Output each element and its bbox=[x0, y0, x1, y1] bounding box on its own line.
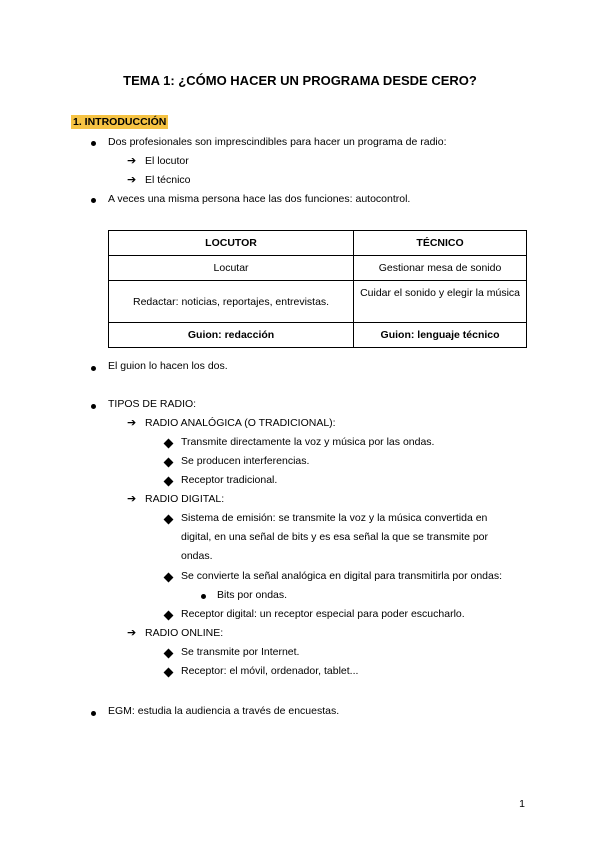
diamond-icon bbox=[164, 668, 174, 678]
bullet-dot-icon bbox=[201, 594, 206, 599]
analogica-item-1: Transmite directamente la voz y música por las ondas. bbox=[181, 436, 435, 448]
page-title: TEMA 1: ¿CÓMO HACER UN PROGRAMA DESDE CERO? bbox=[123, 73, 477, 88]
intro-sub-2: El técnico bbox=[145, 174, 191, 186]
intro-sub-1: El locutor bbox=[145, 155, 189, 167]
online-item-2: Receptor: el móvil, ordenador, tablet... bbox=[181, 665, 359, 677]
bullet-dot-icon bbox=[91, 711, 96, 716]
analogica-item-2: Se producen interferencias. bbox=[181, 455, 310, 467]
bullet-dot-icon bbox=[91, 198, 96, 203]
section-heading: 1. INTRODUCCIÓN bbox=[73, 116, 167, 128]
table-header: TÉCNICO bbox=[354, 231, 527, 256]
diamond-icon bbox=[164, 477, 174, 487]
analogica-label: RADIO ANALÓGICA (O TRADICIONAL): bbox=[145, 417, 336, 429]
table-row bbox=[109, 281, 527, 323]
table-cell: Gestionar mesa de sonido bbox=[354, 256, 527, 281]
diamond-icon bbox=[164, 573, 174, 583]
table-cell: Locutar bbox=[109, 256, 354, 281]
diamond-icon bbox=[164, 458, 174, 468]
bullet-dot-icon bbox=[91, 404, 96, 409]
digital-item-1-line-1: Sistema de emisión: se transmite la voz y la música convertida en bbox=[181, 512, 488, 524]
roles-table bbox=[108, 230, 527, 348]
page-number: 1 bbox=[519, 798, 525, 810]
intro-bullet-2: A veces una misma persona hace las dos funciones: autocontrol. bbox=[108, 193, 411, 205]
digital-item-1-line-2: digital, en una señal de bits y es esa señal la que se transmite por bbox=[181, 531, 489, 543]
diamond-icon bbox=[164, 439, 174, 449]
table-cell: Redactar: noticias, reportajes, entrevistas. bbox=[109, 281, 354, 323]
digital-item-2-sub: Bits por ondas. bbox=[217, 589, 288, 601]
table-cell: Cuidar el sonido y elegir la música bbox=[354, 281, 527, 323]
guion-bullet: El guion lo hacen los dos. bbox=[108, 360, 228, 372]
diamond-icon bbox=[164, 515, 174, 525]
analogica-item-3: Receptor tradicional. bbox=[181, 474, 278, 486]
arrow-right-icon: ➔ bbox=[127, 627, 137, 639]
digital-item-3: Receptor digital: un receptor especial para poder escucharlo. bbox=[181, 608, 465, 620]
diamond-icon bbox=[164, 649, 174, 659]
table-cell: Guion: lenguaje técnico bbox=[354, 323, 527, 348]
egm-bullet: EGM: estudia la audiencia a través de encuestas. bbox=[108, 705, 340, 717]
online-item-1: Se transmite por Internet. bbox=[181, 646, 300, 658]
bullet-dot-icon bbox=[91, 366, 96, 371]
table-cell: Guion: redacción bbox=[109, 323, 354, 348]
arrow-right-icon: ➔ bbox=[127, 155, 137, 167]
digital-label: RADIO DIGITAL: bbox=[145, 493, 225, 505]
intro-bullet-1: Dos profesionales son imprescindibles para hacer un programa de radio: bbox=[108, 136, 447, 148]
table-row bbox=[109, 323, 527, 348]
arrow-right-icon: ➔ bbox=[127, 493, 137, 505]
arrow-right-icon: ➔ bbox=[127, 174, 137, 186]
diamond-icon bbox=[164, 611, 174, 621]
table-row bbox=[109, 256, 527, 281]
digital-item-1-line-3: ondas. bbox=[181, 550, 213, 562]
arrow-right-icon: ➔ bbox=[127, 417, 137, 429]
digital-item-2: Se convierte la señal analógica en digital para transmitirla por ondas: bbox=[181, 570, 503, 582]
bullet-dot-icon bbox=[91, 141, 96, 146]
table-header: LOCUTOR bbox=[109, 231, 354, 256]
tipos-label: TIPOS DE RADIO: bbox=[108, 398, 197, 410]
online-label: RADIO ONLINE: bbox=[145, 627, 224, 639]
